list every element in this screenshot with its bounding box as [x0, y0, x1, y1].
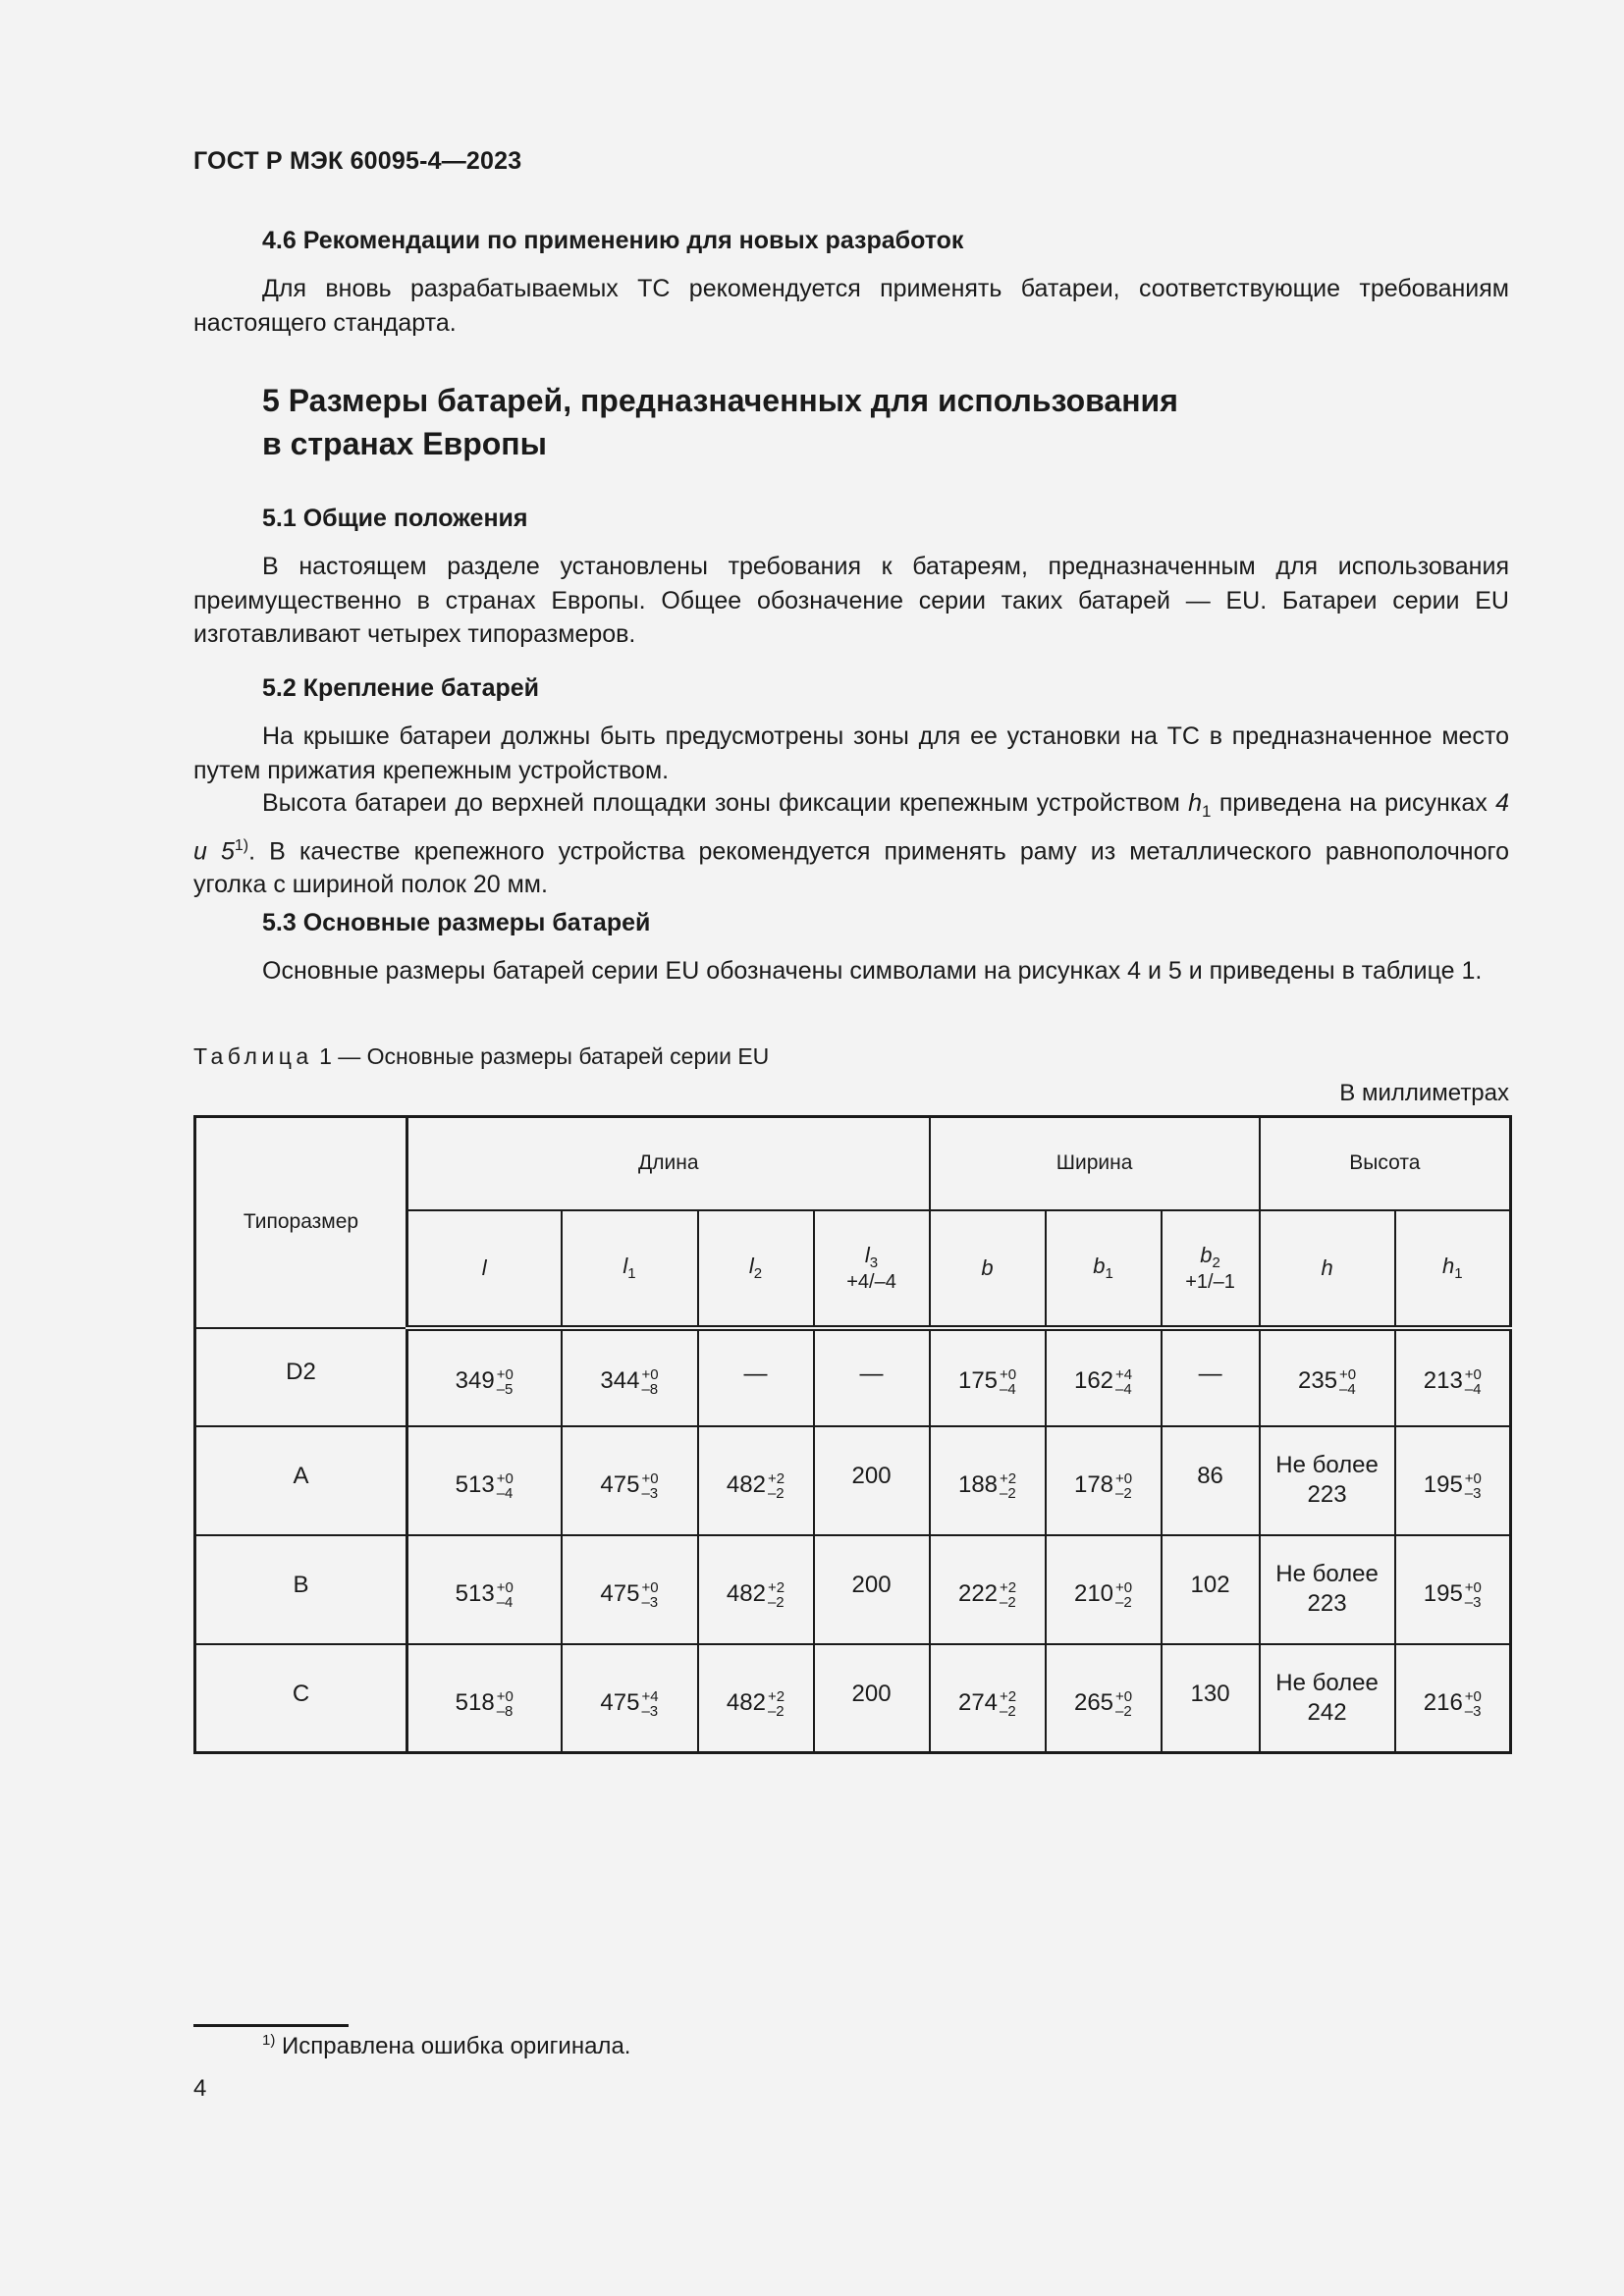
value-cell — [1260, 1426, 1395, 1535]
value-with-tolerance — [1424, 1470, 1482, 1500]
nominal-value: 265 — [1073, 1688, 1114, 1716]
tolerance-lower: –2 — [1000, 1484, 1016, 1502]
symbol: b — [1200, 1242, 1213, 1267]
table-row — [195, 1644, 1511, 1753]
tolerance-upper: +0 — [641, 1578, 659, 1596]
text2-part-c: . В качестве крепежного устройства рекомендуется применять раму из металлического равнополочного уголка с шириной полок 20 мм. — [193, 836, 1509, 899]
value-with-tolerance — [1298, 1366, 1356, 1396]
tolerance-upper: +0 — [1339, 1365, 1357, 1383]
nominal-value: 344 — [600, 1366, 640, 1394]
tolerance-note: +1/–1 — [1185, 1271, 1235, 1294]
tolerance-upper: +2 — [1000, 1469, 1017, 1487]
value-cell — [407, 1644, 562, 1753]
standard-header: ГОСТ Р МЭК 60095-4—2023 — [193, 147, 522, 175]
value-with-tolerance — [1424, 1688, 1482, 1718]
tolerance — [641, 1367, 658, 1397]
value-cell — [1395, 1426, 1511, 1535]
tolerance-note: +4/–4 — [846, 1271, 896, 1294]
value-with-tolerance — [727, 1470, 785, 1500]
table-row — [195, 1535, 1511, 1644]
nominal-value: 518 — [455, 1688, 495, 1716]
tolerance — [768, 1689, 785, 1719]
symbol-subscript: 3 — [869, 1255, 879, 1272]
value-cell — [698, 1535, 814, 1644]
value-cell — [814, 1644, 930, 1753]
value-cell — [562, 1535, 698, 1644]
footnote-ref: 1) — [234, 836, 249, 854]
tolerance — [1465, 1471, 1482, 1501]
type-cell: A — [195, 1426, 407, 1535]
section-5-title-line2: в странах Европы — [262, 426, 547, 461]
type-cell: D2 — [195, 1328, 407, 1426]
value-cell — [1046, 1644, 1162, 1753]
tolerance-lower: –8 — [496, 1702, 514, 1720]
tolerance-upper: +0 — [1115, 1687, 1133, 1705]
tolerance-lower: –2 — [1115, 1484, 1132, 1502]
tolerance-upper: +0 — [641, 1469, 659, 1487]
tolerance-lower: –2 — [1000, 1593, 1016, 1611]
tolerance-upper: +0 — [1000, 1365, 1017, 1383]
limit-value: 223 — [1307, 1589, 1347, 1617]
value-with-tolerance — [958, 1688, 1016, 1718]
tolerance — [1000, 1689, 1016, 1719]
footnote — [262, 2032, 630, 2060]
nominal-value: 213 — [1423, 1366, 1463, 1394]
section-5-3-text: Основные размеры батарей серии EU обозначены символами на рисунках 4 и 5 и приведены в таблице 1. — [262, 957, 1483, 985]
nominal-value: 482 — [726, 1470, 766, 1498]
nominal-value: 475 — [600, 1579, 640, 1607]
subheader-cell — [814, 1210, 930, 1328]
limit-label: Не более — [1275, 1451, 1379, 1478]
value-cell — [930, 1426, 1046, 1535]
section-4-6-text: Для вновь разрабатываемых ТС рекомендуется применять батареи, соответствующие требованиям настоящего стандарта. — [193, 275, 1509, 337]
value-with-tolerance — [600, 1470, 658, 1500]
value-with-tolerance — [958, 1579, 1016, 1609]
tolerance-lower: –3 — [641, 1593, 659, 1611]
nominal-value: 175 — [957, 1366, 999, 1394]
value-cell — [562, 1644, 698, 1753]
value-cell — [407, 1426, 562, 1535]
tolerance-lower: –4 — [496, 1593, 514, 1611]
nominal-value: 188 — [957, 1470, 999, 1498]
tolerance — [1115, 1689, 1132, 1719]
value-cell — [698, 1644, 814, 1753]
subheader-cell — [930, 1210, 1046, 1328]
value-cell — [698, 1426, 814, 1535]
nominal-value: 178 — [1073, 1470, 1114, 1498]
plain-value: 200 — [851, 1571, 892, 1598]
nominal-value: 513 — [455, 1470, 495, 1498]
tolerance-upper: +0 — [496, 1578, 514, 1596]
nominal-value: 475 — [600, 1470, 640, 1498]
tolerance — [1115, 1580, 1132, 1610]
tolerance-lower: –3 — [641, 1484, 659, 1502]
value-cell — [1162, 1644, 1260, 1753]
value-with-tolerance — [1074, 1470, 1132, 1500]
tolerance-upper: +0 — [1115, 1469, 1133, 1487]
tolerance — [641, 1689, 658, 1719]
value-cell — [930, 1644, 1046, 1753]
symbol-subscript: 2 — [1212, 1255, 1220, 1272]
figure-ref: 4 и 5 — [193, 789, 1509, 865]
section-5-3-title: 5.3 Основные размеры батарей — [262, 909, 651, 936]
tolerance — [641, 1471, 658, 1501]
tolerance-lower: –4 — [1000, 1380, 1016, 1398]
tolerance-lower: –8 — [641, 1380, 659, 1398]
tolerance — [641, 1580, 658, 1610]
tolerance — [497, 1471, 514, 1501]
nominal-value: 162 — [1073, 1366, 1114, 1394]
tolerance-lower: –3 — [1464, 1484, 1482, 1502]
value-cell — [1162, 1328, 1260, 1426]
tolerance-upper: +0 — [496, 1469, 514, 1487]
nominal-value: 482 — [726, 1579, 766, 1607]
plain-value: — — [859, 1360, 884, 1387]
header-type: Типоразмер — [195, 1117, 407, 1328]
tolerance-lower: –5 — [496, 1380, 514, 1398]
header-length: Длина — [407, 1117, 930, 1210]
value-with-tolerance — [958, 1470, 1016, 1500]
nominal-value: 274 — [957, 1688, 999, 1716]
table-caption-rest: 1 — Основные размеры батарей серии EU — [319, 1043, 770, 1069]
tolerance — [1000, 1580, 1016, 1610]
subheader-cell — [698, 1210, 814, 1328]
symbol-subscript: 1 — [1454, 1265, 1463, 1283]
value-with-tolerance — [456, 1366, 514, 1396]
value-with-tolerance — [600, 1366, 658, 1396]
subheader-cell — [1395, 1210, 1511, 1328]
value-cell — [562, 1328, 698, 1426]
plain-value: 86 — [1197, 1462, 1223, 1489]
value-with-tolerance — [958, 1366, 1016, 1396]
tolerance — [768, 1580, 785, 1610]
value-cell — [930, 1328, 1046, 1426]
text2-part-a: Высота батареи до верхней площадки зоны фиксации крепежным устройством — [262, 789, 1189, 817]
value-cell — [407, 1328, 562, 1426]
section-5-2-text2 — [193, 786, 1509, 902]
section-5-title — [262, 379, 1178, 465]
value-with-tolerance — [1074, 1366, 1132, 1396]
value-cell — [1395, 1535, 1511, 1644]
tolerance-upper: +2 — [1000, 1578, 1017, 1596]
limit-value: 223 — [1307, 1480, 1347, 1508]
nominal-value: 210 — [1073, 1579, 1114, 1607]
value-cell — [1260, 1328, 1395, 1426]
nominal-value: 475 — [600, 1688, 640, 1716]
plain-value: 200 — [851, 1462, 892, 1489]
tolerance-lower: –2 — [767, 1702, 785, 1720]
tolerance-lower: –2 — [1000, 1702, 1016, 1720]
value-with-tolerance — [456, 1470, 514, 1500]
tolerance-lower: –4 — [1464, 1380, 1482, 1398]
tolerance-upper: +2 — [767, 1687, 785, 1705]
symbol: l — [623, 1253, 628, 1278]
tolerance — [1000, 1367, 1016, 1397]
tolerance — [1115, 1367, 1132, 1397]
subheader-cell — [407, 1210, 562, 1328]
symbol: l — [864, 1242, 870, 1267]
value-cell — [1260, 1644, 1395, 1753]
section-5-title-line1: 5 Размеры батарей, предназначенных для использования — [262, 383, 1178, 418]
tolerance-lower: –2 — [1115, 1593, 1132, 1611]
tolerance-lower: –2 — [767, 1593, 785, 1611]
tolerance-upper: +4 — [641, 1687, 659, 1705]
tolerance-upper: +4 — [1115, 1365, 1133, 1383]
footnote-text: Исправлена ошибка оригинала. — [275, 2033, 631, 2059]
value-cell — [562, 1426, 698, 1535]
symbol-subscript: 2 — [753, 1265, 763, 1283]
tolerance-upper: +2 — [767, 1578, 785, 1596]
symbol-subscript: 1 — [1105, 1265, 1113, 1283]
tolerance-lower: –3 — [641, 1702, 659, 1720]
value-with-tolerance — [727, 1688, 785, 1718]
tolerance — [1465, 1580, 1482, 1610]
symbol: l — [481, 1255, 487, 1280]
value-cell — [1162, 1426, 1260, 1535]
tolerance — [768, 1471, 785, 1501]
tolerance — [1465, 1367, 1482, 1397]
tolerance — [1115, 1471, 1132, 1501]
tolerance-lower: –2 — [767, 1484, 785, 1502]
value-cell — [1395, 1644, 1511, 1753]
value-cell — [1046, 1426, 1162, 1535]
tolerance-upper: +0 — [1464, 1578, 1482, 1596]
h1-symbol: h — [1188, 789, 1203, 817]
plain-value: 200 — [851, 1680, 892, 1707]
subheader-cell — [1046, 1210, 1162, 1328]
limit-label: Не более — [1275, 1560, 1379, 1587]
value-cell — [1046, 1535, 1162, 1644]
footnote-divider — [193, 2024, 349, 2027]
plain-value: — — [1198, 1360, 1222, 1387]
section-5-1-text: В настоящем разделе установлены требования к батареям, предназначенным для использования преимущественно в странах Европы. Общее обозначение серии таких батарей — EU. Батареи серии EU изготавливают четырех типоразмеров. — [193, 553, 1509, 648]
section-4-6-title: 4.6 Рекомендации по применению для новых разработок — [262, 227, 964, 254]
plain-value: 102 — [1190, 1571, 1230, 1598]
tolerance-lower: –3 — [1464, 1702, 1482, 1720]
tolerance-upper: +2 — [1000, 1687, 1017, 1705]
h1-subscript: 1 — [1202, 802, 1212, 821]
tolerance-lower: –4 — [1115, 1380, 1132, 1398]
plain-value: — — [743, 1360, 768, 1387]
section-5-2-title: 5.2 Крепление батарей — [262, 674, 540, 702]
symbol: h — [1321, 1255, 1333, 1280]
tolerance-upper: +0 — [1464, 1687, 1482, 1705]
value-with-tolerance — [1074, 1688, 1132, 1718]
tolerance-upper: +0 — [496, 1365, 514, 1383]
tolerance-lower: –3 — [1464, 1593, 1482, 1611]
value-with-tolerance — [600, 1579, 658, 1609]
tolerance — [497, 1580, 514, 1610]
value-cell — [698, 1328, 814, 1426]
table-body — [195, 1328, 1511, 1753]
value-cell — [814, 1535, 930, 1644]
section-5-1-title: 5.1 Общие положения — [262, 505, 528, 532]
nominal-value: 513 — [455, 1579, 495, 1607]
value-cell — [814, 1328, 930, 1426]
table-caption — [193, 1043, 769, 1070]
value-with-tolerance — [1424, 1579, 1482, 1609]
section-5-2-text1: На крышке батареи должны быть предусмотрены зоны для ее установки на ТС в предназначенное место путем прижатия крепежным устройством. — [193, 722, 1509, 784]
limit-label: Не более — [1275, 1669, 1379, 1696]
table-row — [195, 1426, 1511, 1535]
value-with-tolerance — [1074, 1579, 1132, 1609]
value-cell — [1162, 1535, 1260, 1644]
symbol-subscript: 1 — [627, 1265, 636, 1283]
value-cell — [1395, 1328, 1511, 1426]
subheader-cell — [1260, 1210, 1395, 1328]
header-width: Ширина — [930, 1117, 1260, 1210]
nominal-value: 195 — [1423, 1579, 1463, 1607]
value-with-tolerance — [727, 1579, 785, 1609]
tolerance-upper: +0 — [641, 1365, 659, 1383]
limit-value: 242 — [1307, 1698, 1347, 1726]
value-with-tolerance — [600, 1688, 658, 1718]
tolerance-lower: –4 — [496, 1484, 514, 1502]
value-cell — [407, 1535, 562, 1644]
nominal-value: 349 — [455, 1366, 495, 1394]
nominal-value: 482 — [726, 1688, 766, 1716]
value-cell — [930, 1535, 1046, 1644]
value-cell — [1046, 1328, 1162, 1426]
header-height: Высота — [1260, 1117, 1511, 1210]
plain-value: 130 — [1190, 1680, 1230, 1707]
value-cell — [814, 1426, 930, 1535]
subheader-cell — [1162, 1210, 1260, 1328]
tolerance-upper: +0 — [496, 1687, 514, 1705]
value-with-tolerance — [1424, 1366, 1482, 1396]
symbol: b — [981, 1255, 994, 1280]
tolerance — [497, 1689, 514, 1719]
value-with-tolerance — [456, 1579, 514, 1609]
symbol: h — [1442, 1253, 1455, 1278]
page-number: 4 — [193, 2075, 207, 2102]
table-caption-word: Таблица — [193, 1043, 313, 1069]
tolerance — [1465, 1689, 1482, 1719]
table-units: В миллиметрах — [1339, 1080, 1509, 1106]
symbol: b — [1093, 1253, 1106, 1278]
tolerance-lower: –2 — [1115, 1702, 1132, 1720]
text2-part-b: приведена на рисунках — [1211, 789, 1496, 817]
tolerance-upper: +0 — [1464, 1365, 1482, 1383]
symbol: l — [748, 1253, 754, 1278]
nominal-value: 222 — [957, 1579, 999, 1607]
tolerance-upper: +0 — [1464, 1469, 1482, 1487]
nominal-value: 216 — [1423, 1688, 1463, 1716]
tolerance — [1000, 1471, 1016, 1501]
type-cell: B — [195, 1535, 407, 1644]
tolerance-lower: –4 — [1339, 1380, 1356, 1398]
tolerance — [497, 1367, 514, 1397]
nominal-value: 235 — [1298, 1366, 1338, 1394]
table-row — [195, 1328, 1511, 1426]
value-with-tolerance — [456, 1688, 514, 1718]
type-cell: C — [195, 1644, 407, 1753]
value-cell — [1260, 1535, 1395, 1644]
subheader-cell — [562, 1210, 698, 1328]
dimensions-table — [193, 1115, 1512, 1754]
tolerance-upper: +0 — [1115, 1578, 1133, 1596]
nominal-value: 195 — [1423, 1470, 1463, 1498]
tolerance-upper: +2 — [767, 1469, 785, 1487]
tolerance — [1339, 1367, 1356, 1397]
footnote-marker: 1) — [262, 2032, 276, 2049]
